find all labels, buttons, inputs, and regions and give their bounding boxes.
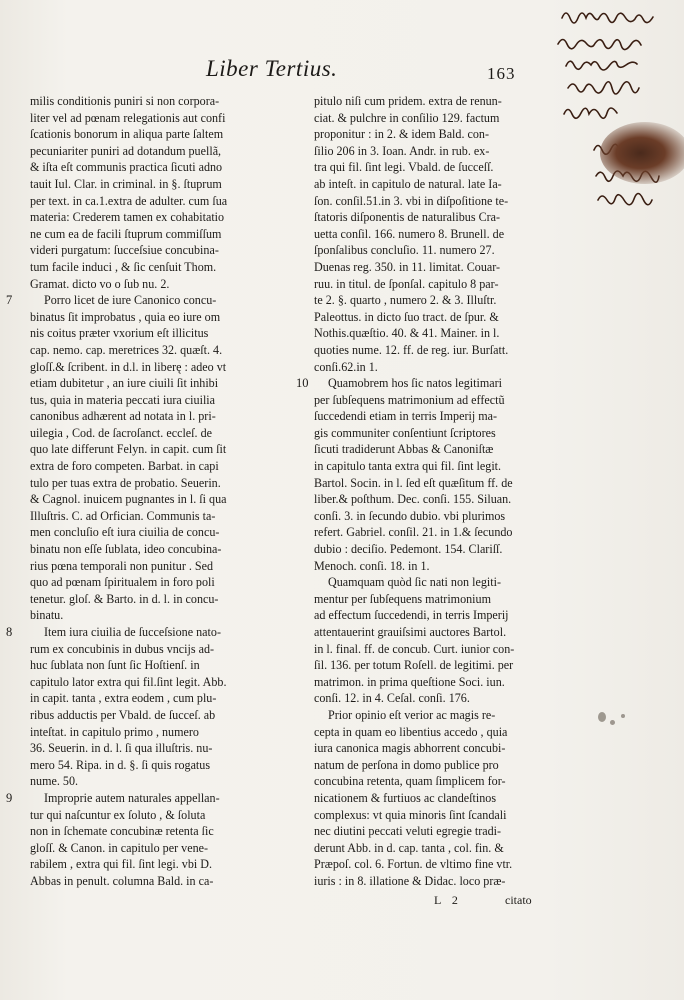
ink-blot bbox=[598, 712, 606, 722]
text-line: canonibus adhærent ad notata in l. pri- bbox=[30, 409, 216, 424]
text-line: cepta in quam eo libentius accedo , quia bbox=[314, 724, 508, 739]
text-line: liber.& poſthum. Dec. conſi. 155. Siluan. bbox=[314, 492, 512, 507]
text-line: per text. in ca.1.extra de adulter. cum ſua bbox=[30, 193, 228, 208]
text-line: binatu non eſſe ſublata, ideo concubina- bbox=[30, 542, 222, 557]
text-line: tur qui naſcuntur ex ſoluto , & ſoluta bbox=[30, 807, 206, 822]
text-line: in capitulo tanta extra qui fil. ſint legit. bbox=[314, 459, 502, 474]
text-line: Duenas reg. 350. in 11. limitat. Couar- bbox=[314, 259, 501, 274]
ink-stain bbox=[600, 122, 684, 184]
text-line: ad effectum ſuccedendi, in terris Imperij bbox=[314, 608, 509, 623]
text-line: ſon. conſil.51.in 3. vbi in diſpoſitione te- bbox=[314, 193, 509, 208]
text-line: rabilem , extra qui fil. ſint legi. vbi D. bbox=[30, 857, 213, 872]
text-line: milis conditionis puniri si non corpora- bbox=[30, 94, 220, 108]
text-line: cap. nemo. cap. meretrices 32. quæſt. 4. bbox=[30, 342, 223, 357]
text-line: huc ſublata non ſunt ſic Hoſtienſ. in bbox=[30, 658, 200, 673]
text-line: uilegia , Cod. de ſacroſanct. eccleſ. de bbox=[30, 425, 212, 440]
text-line: Bartol. Socin. in l. ſed eſt quæſitum ff. de bbox=[314, 475, 513, 490]
text-line: quoties nume. 12. ff. de reg. iur. Burſatt. bbox=[314, 342, 509, 357]
left-text-column bbox=[6, 93, 290, 890]
text-line: ne cum ea de facili ſtuprum commiſſum bbox=[30, 226, 222, 241]
text-line: binatu. bbox=[30, 608, 64, 623]
text-line: Menoch. conſi. 18. in 1. bbox=[314, 558, 430, 573]
ink-blot bbox=[610, 720, 615, 725]
text-line: gis communiter conſentiunt ſcriptores bbox=[314, 425, 496, 440]
text-line: Prior opinio eſt verior ac magis re- bbox=[328, 707, 496, 722]
text-line: capitulo lator extra qui fil.ſint legit. Abb. bbox=[30, 674, 227, 689]
ink-blot bbox=[621, 714, 625, 718]
text-line: materia: Crederem tamen ex cohabitatio bbox=[30, 210, 225, 225]
text-line: Improprie autem naturales appellan- bbox=[44, 790, 220, 805]
text-line: Paleottus. in dicto ſuo tract. de ſpur. & bbox=[314, 309, 499, 324]
text-line: etiam dubitetur , an iure ciuili ſit inhibi bbox=[30, 376, 219, 391]
text-line: uetta conſil. 166. numero 8. Brunell. de bbox=[314, 226, 505, 241]
text-line: tra qui fil. ſint legi. Vbald. de ſucceſſ. bbox=[314, 160, 494, 175]
text-line: conſi. 3. in ſecundo dubio. vbi plurimos bbox=[314, 508, 506, 523]
text-line: nec diutini peccati veluti egregie tradi- bbox=[314, 824, 502, 839]
text-line: iuris : in 8. illatione & Didac. loco præ- bbox=[314, 873, 506, 888]
text-line: ruu. in titul. de ſponſal. capitulo 8 par- bbox=[314, 276, 499, 291]
text-line: refert. Gabriel. conſil. 21. in 1.& ſecundo bbox=[314, 525, 513, 540]
text-line: iura canonica magis abhorrent concubi- bbox=[314, 741, 506, 756]
text-line: 36. Seuerin. in d. l. ſi qua illuſtris. nu- bbox=[30, 741, 213, 756]
text-line: Nothis.quæſtio. 40. & 41. Mainer. in l. bbox=[314, 326, 500, 341]
page-number: 163 bbox=[487, 64, 516, 83]
text-line: ſilio 206 in 3. Ioan. Andr. in rub. ex- bbox=[314, 143, 490, 158]
text-line: ciat. & pulchre in conſilio 129. factum bbox=[314, 110, 500, 125]
text-line: Illuſtris. C. ad Orfician. Communis ta- bbox=[30, 508, 216, 523]
text-line: ſponſalibus concluſio. 11. numero 27. bbox=[314, 243, 495, 258]
section-number: 10 bbox=[296, 376, 309, 391]
running-head-title: Liber Tertius. bbox=[206, 56, 338, 81]
text-line: nis coitus præter vxorium eſt illicitus bbox=[30, 326, 209, 341]
text-line: proponitur : in 2. & idem Bald. con- bbox=[314, 127, 489, 142]
text-line: men concluſio eſt iura ciuilia de concu- bbox=[30, 525, 220, 540]
text-line: Præpoſ. col. 6. Fortun. de vltimo fine vtr. bbox=[314, 857, 513, 872]
text-line: in capit. tanta , extra eodem , cum plu- bbox=[30, 691, 217, 706]
section-number: 8 bbox=[6, 625, 13, 640]
text-line: nume. 50. bbox=[30, 774, 79, 789]
right-text-column bbox=[296, 93, 542, 890]
text-line: in l. final. ff. de concub. Curt. iunior con- bbox=[314, 641, 515, 656]
text-line: tum facile induci , & ſic cenſuit Thom. bbox=[30, 259, 217, 274]
text-line: videri purgatum: ſucceſsiue concubina- bbox=[30, 243, 219, 258]
text-line: attentauerint grauiſsimi auctores Bartol. bbox=[314, 625, 507, 639]
text-line: Item iura ciuilia de ſucceſsione nato- bbox=[44, 625, 221, 639]
text-line: natum de perſona in domo publice pro bbox=[314, 757, 499, 772]
text-line: ſicuti tradiderunt Abbas & Canoniſtæ bbox=[314, 442, 494, 457]
text-line: extra de foro competen. Barbat. in capi bbox=[30, 459, 219, 474]
section-number: 9 bbox=[6, 791, 13, 806]
text-line: dubio : deciſio. Pedemont. 154. Clariſſ. bbox=[314, 542, 503, 557]
text-line: tus, quia in materia peccati iura ciuilia bbox=[30, 392, 216, 407]
text-line: Quamobrem hos ſic natos legitimari bbox=[328, 376, 502, 391]
text-line: tauit Iul. Clar. in criminal. in §. ſtuprum bbox=[30, 176, 222, 191]
text-line: mentur per ſubſequens matrimonium bbox=[314, 591, 492, 606]
signature-mark: L 2 bbox=[434, 893, 462, 907]
text-line: ſcationis bonorum in aliqua parte ſaltem bbox=[30, 127, 224, 142]
text-line: binatus ſit improbatus , quia eo iure om bbox=[30, 309, 221, 324]
text-line: Abbas in penult. columna Bald. in ca- bbox=[30, 873, 214, 888]
text-line: conſi.62.in 1. bbox=[314, 359, 378, 374]
text-line: quo ad pœnam ſpiritualem in foro poli bbox=[30, 575, 215, 590]
text-line: ſuccedendi etiam in terris Imperij ma- bbox=[314, 409, 498, 424]
text-line: derunt Abb. in d. cap. tanta , col. fin. & bbox=[314, 840, 504, 855]
text-line: liter vel ad pœnam relegationis aut confi bbox=[30, 110, 226, 125]
text-line: Gramat. dicto vo o ſub nu. 2. bbox=[30, 276, 170, 291]
text-line: & Cagnol. inuicem pugnantes in l. ſi qua bbox=[30, 492, 227, 507]
text-line: ſil. 136. per totum Roſell. de legitimi. per bbox=[314, 658, 514, 673]
text-line: per ſubſequens matrimonium ad effectũ bbox=[314, 392, 505, 407]
text-line: te 2. §. quarto , numero 2. & 3. Illuſtr. bbox=[314, 293, 497, 308]
text-line: matrimon. in prima queſtione Soci. iun. bbox=[314, 674, 505, 689]
section-number: 7 bbox=[6, 293, 13, 308]
text-line: inteſtat. in capitulo primo , numero bbox=[30, 724, 199, 739]
text-line: complexus: vt quia minoris ſint ſcandali bbox=[314, 807, 507, 822]
text-line: concubina retenta, quam ſimplicem for- bbox=[314, 774, 506, 789]
text-line: conſi. 12. in 4. Ceſal. conſi. 176. bbox=[314, 691, 470, 706]
text-line: tulo per tuas extra de probatio. Seuerin. bbox=[30, 475, 221, 490]
text-line: ſtatoris diſponentis de naturalibus Cra- bbox=[314, 210, 501, 225]
text-line: gloſſ.& ſcribent. in d.l. in liberę : adeo vt bbox=[30, 359, 227, 374]
text-line: & iſta eſt communis practica ſicuti adno bbox=[30, 160, 223, 175]
text-line: pecuniariter puniri ad dotandum puellã, bbox=[30, 143, 222, 158]
text-line: Quamquam quòd ſic nati non legiti- bbox=[328, 575, 501, 590]
text-line: pitulo niſi cum pridem. extra de renun- bbox=[314, 94, 502, 108]
handwritten-annotation-image bbox=[548, 0, 684, 240]
text-line: nicationem & furtiuos ac clandeſtinos bbox=[314, 790, 497, 805]
text-line: ab inteſt. in capitulo de natural. late Ia- bbox=[314, 176, 502, 191]
text-line: rius pœna temporali non punitur . Sed bbox=[30, 558, 214, 573]
text-line: Porro licet de iure Canonico concu- bbox=[44, 293, 217, 308]
text-line: mero 54. Ripa. in d. §. ſi quis rogatus bbox=[30, 757, 211, 772]
text-line: ribus adductis per Vbald. de ſucceſ. ab bbox=[30, 707, 216, 722]
text-line: non in ſchemate concubinæ retenta ſic bbox=[30, 824, 214, 839]
text-line: tenetur. gloſ. & Barto. in d. l. in concu- bbox=[30, 591, 219, 606]
text-line: quo late differunt Felyn. in capit. cum ſit bbox=[30, 442, 227, 457]
text-line: rum ex concubinis in dubus vncijs ad- bbox=[30, 641, 215, 656]
text-line: gloſſ. & Canon. in capitulo per vene- bbox=[30, 840, 209, 855]
catchword: citato bbox=[505, 893, 532, 907]
